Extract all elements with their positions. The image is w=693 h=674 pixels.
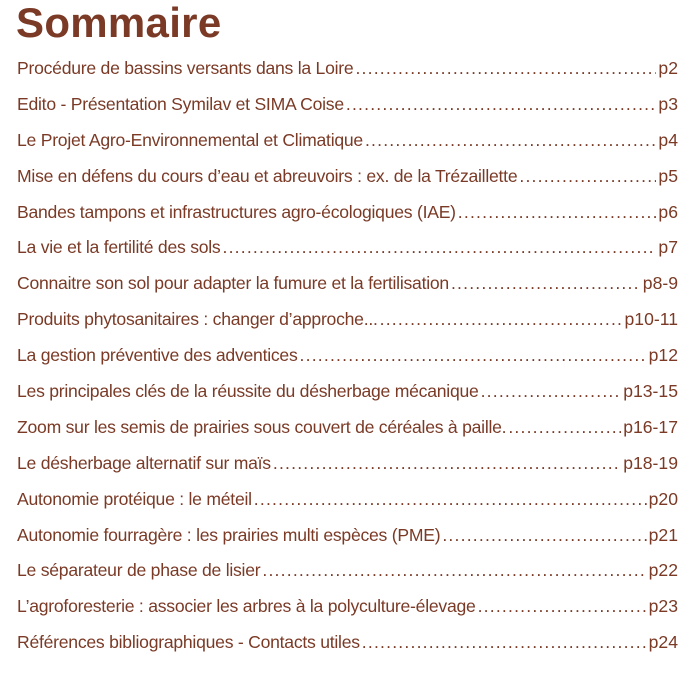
toc-entry-title: Les principales clés de la réussite du désherbage mécanique [17,381,479,402]
toc-entry[interactable] [17,446,678,482]
dot-leader [362,625,647,661]
toc-entry[interactable] [17,482,678,518]
toc-entry-title: Produits phytosanitaires : changer d’approche... [17,309,378,330]
toc-entry-title: Bandes tampons et infrastructures agro-écologiques (IAE) [17,201,456,222]
toc-page-number: p6 [658,201,678,222]
toc-entry-title: Le Projet Agro-Environnemental et Climatique [17,129,363,150]
dot-leader [346,87,657,123]
toc-page-number: p7 [658,237,678,258]
dot-leader [481,374,622,410]
toc-page-number: p13-15 [623,381,678,402]
toc-entry[interactable] [17,374,678,410]
toc-entry-title: La vie et la fertilité des sols [17,237,221,258]
dot-leader [458,195,657,231]
toc-entry-title: Zoom sur les semis de prairies sous couvert de céréales à paille. [17,416,507,437]
toc-entry-title: L’agroforesterie : associer les arbres à la polyculture-élevage [17,596,476,617]
toc-entry-title: Mise en défens du cours d’eau et abreuvoirs : ex. de la Trézaillette [17,165,518,186]
toc-entry[interactable] [17,410,678,446]
toc-page-number: p2 [658,58,678,78]
toc-page-number: p3 [658,93,678,114]
toc-entry-title: La gestion préventive des adventices [17,345,298,366]
dot-leader [478,589,647,625]
table-of-contents [17,51,678,661]
toc-entry[interactable] [17,51,678,87]
toc-page-number: p24 [648,632,678,653]
toc-entry-title: Edito - Présentation Symilav et SIMA Coise [17,93,344,114]
dot-leader [365,123,656,159]
toc-page-number: p8-9 [642,273,678,294]
page-title: Sommaire [16,0,222,46]
toc-entry-title: Autonomie protéique : le méteil [17,488,252,509]
toc-page-number: p10-11 [624,309,678,330]
toc-entry-title: Procédure de bassins versants dans la Loire [17,58,354,78]
dot-leader [355,51,656,87]
toc-page-number: p20 [648,488,678,509]
dot-leader [451,266,641,302]
toc-entry-title: Le désherbage alternatif sur maïs [17,452,271,473]
dot-leader [254,482,647,518]
dot-leader [222,230,656,266]
toc-page-number: p18-19 [623,452,678,473]
dot-leader [273,446,621,482]
toc-entry-title: Références bibliographiques - Contacts utiles [17,632,360,653]
toc-page-number: p5 [658,165,678,186]
toc-entry[interactable] [17,589,678,625]
toc-entry-title: Autonomie fourragère : les prairies multi espèces (PME) [17,524,441,545]
toc-page-number: p23 [648,596,678,617]
toc-entry[interactable] [17,230,678,266]
toc-page-number: p4 [658,129,678,150]
toc-entry[interactable] [17,123,678,159]
toc-entry[interactable] [17,553,678,589]
toc-page-number: p12 [648,345,678,366]
toc-page-number: p22 [648,560,678,581]
toc-entry-title: Le séparateur de phase de lisier [17,560,261,581]
toc-page-number: p16-17 [623,416,678,437]
dot-leader [300,338,647,374]
dot-leader [442,518,646,554]
toc-entry[interactable] [17,302,678,338]
toc-page-number: p21 [648,524,678,545]
toc-entry[interactable] [17,625,678,661]
toc-entry[interactable] [17,518,678,554]
dot-leader [262,553,646,589]
toc-entry[interactable] [17,159,678,195]
toc-entry[interactable] [17,338,678,374]
toc-entry[interactable] [17,266,678,302]
dot-leader [380,302,623,338]
toc-entry[interactable] [17,87,678,123]
dot-leader [519,159,656,195]
toc-entry-title: Connaitre son sol pour adapter la fumure et la fertilisation [17,273,449,294]
dot-leader [508,410,621,446]
toc-entry[interactable] [17,195,678,231]
